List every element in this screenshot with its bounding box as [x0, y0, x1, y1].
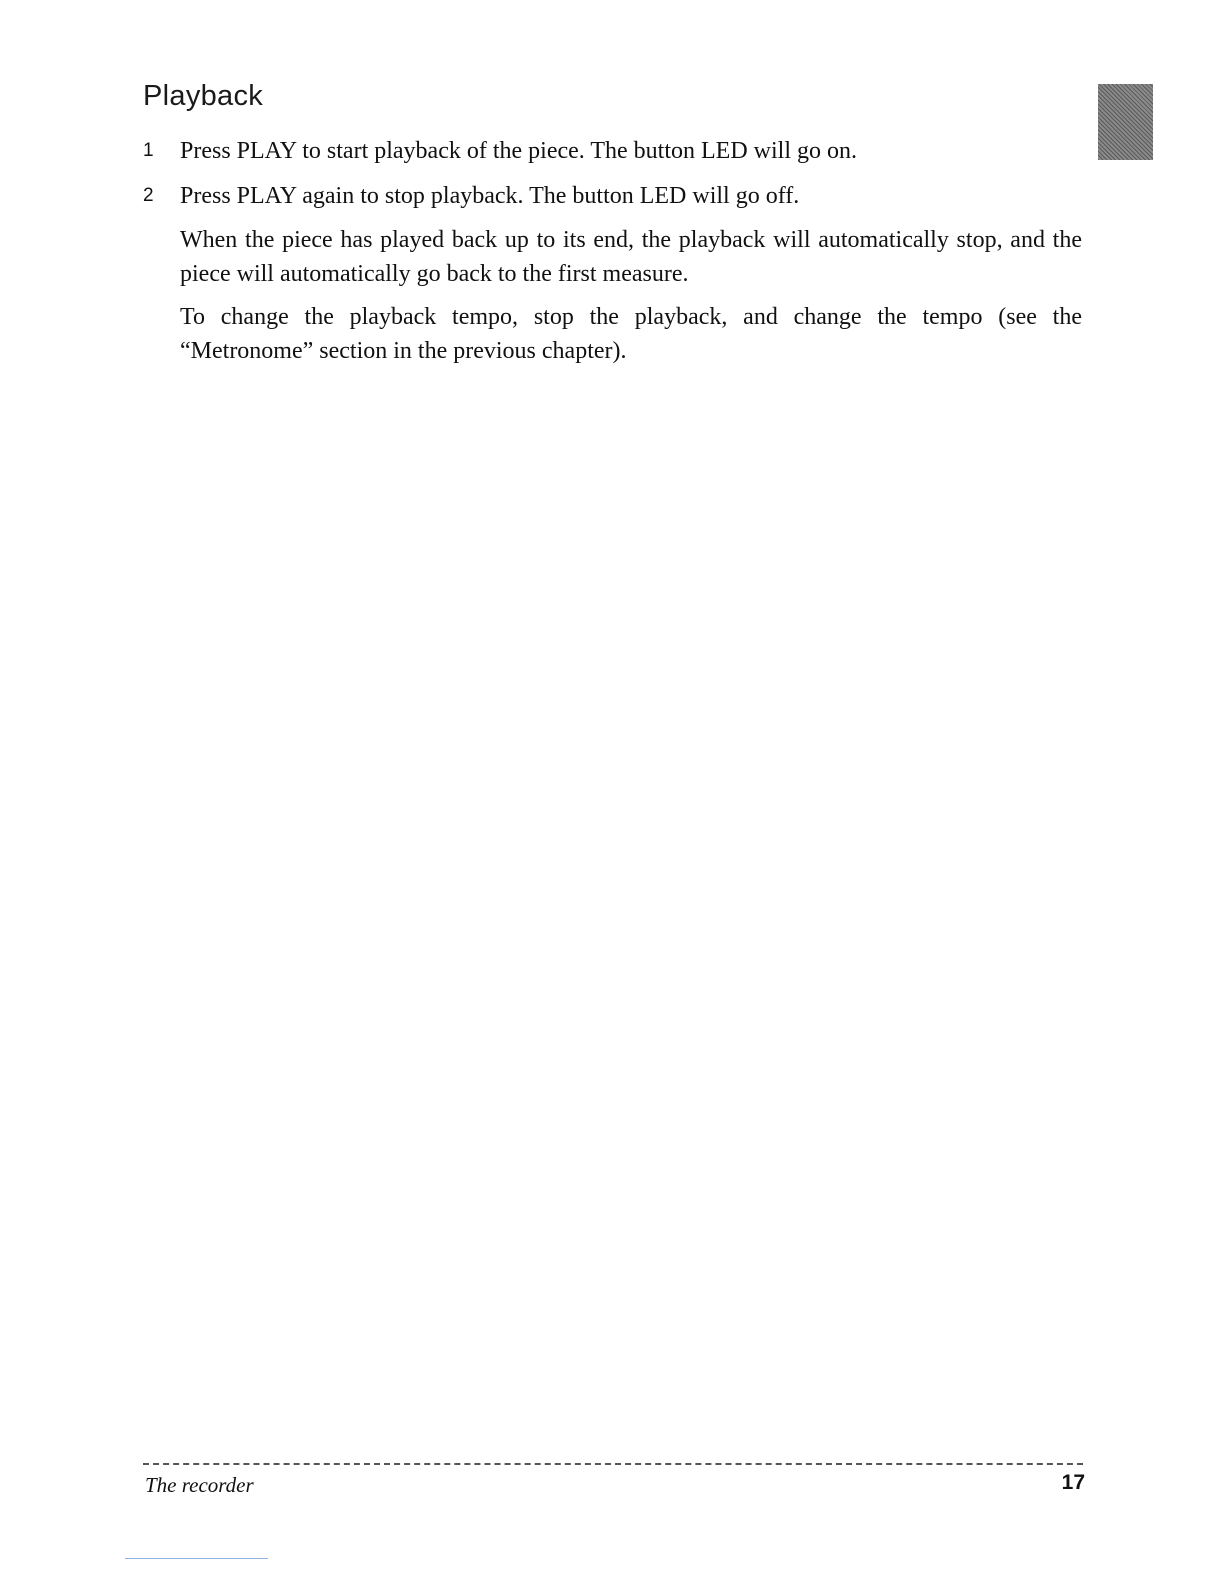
body-paragraph: To change the playback tempo, stop the playback, and change the tempo (see the “Metronome” section in the previous chapter). — [180, 304, 1082, 364]
bottom-edge-line — [125, 1558, 268, 1559]
chapter-tab-marker — [1098, 84, 1153, 160]
step-text: Press PLAY to start playback of the piece. The button LED will go on. — [180, 138, 858, 164]
footer-chapter-title: The recorder — [145, 1473, 254, 1497]
step-text: Press PLAY again to stop playback. The button LED will go off. — [180, 183, 800, 209]
step-number: 2 — [143, 185, 154, 206]
page-number: 17 — [1061, 1471, 1085, 1494]
body-paragraph: When the piece has played back up to its end, the playback will automatically stop, and the piece will automatically go back to the first measure. — [180, 227, 1082, 287]
footer-divider — [143, 1463, 1083, 1465]
step-number: 1 — [143, 140, 154, 161]
section-title: Playback — [143, 80, 264, 112]
